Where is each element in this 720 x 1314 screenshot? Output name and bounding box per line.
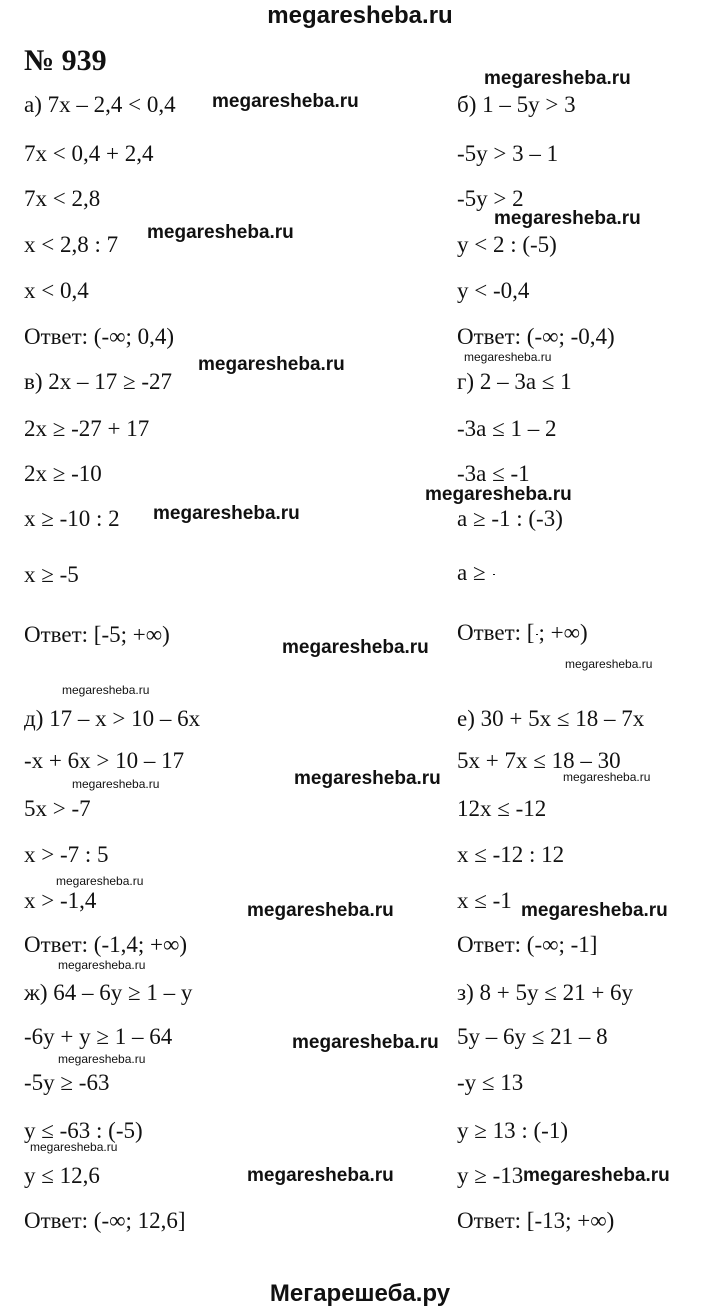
step-line: x ≤ -12 : 12 bbox=[457, 842, 565, 867]
step-line: 7x < 0,4 + 2,4 bbox=[24, 141, 154, 166]
step-line: -5y > 2 bbox=[457, 186, 524, 211]
watermark: megaresheba.ru bbox=[58, 1052, 146, 1066]
site-footer: Мегарешеба.ру bbox=[269, 1280, 451, 1307]
watermark: megaresheba.ru bbox=[565, 657, 653, 671]
answer-line: Ответ: (-∞; -1] bbox=[457, 932, 598, 957]
answer-line: Ответ: (-1,4; +∞) bbox=[24, 932, 188, 957]
watermark: megaresheba.ru bbox=[147, 222, 294, 243]
step-line: 5x > -7 bbox=[24, 796, 91, 821]
watermark: megaresheba.ru bbox=[484, 68, 631, 89]
step-line bbox=[457, 560, 495, 586]
step-line: x > -1,4 bbox=[24, 888, 97, 913]
site-header: megaresheba.ru bbox=[267, 2, 453, 29]
watermark: megaresheba.ru bbox=[292, 1032, 439, 1053]
answer-line: Ответ: [-5; +∞) bbox=[24, 622, 170, 647]
task-line: б) 1 – 5y > 3 bbox=[457, 92, 576, 117]
watermark: megaresheba.ru bbox=[153, 503, 300, 524]
step-line: x ≥ -5 bbox=[24, 562, 79, 587]
step-text: a ≥ bbox=[457, 560, 492, 585]
task-line: д) 17 – x > 10 – 6x bbox=[24, 706, 201, 731]
task-line: а) 7x – 2,4 < 0,4 bbox=[24, 92, 176, 117]
task-line: в) 2x – 17 ≥ -27 bbox=[24, 369, 173, 394]
answer-text: Ответ: [ bbox=[457, 620, 535, 645]
task-line: е) 30 + 5x ≤ 18 – 7x bbox=[457, 706, 645, 731]
answer-line: Ответ: (-∞; 0,4) bbox=[24, 324, 175, 349]
answer-line: Ответ: [-13; +∞) bbox=[457, 1208, 615, 1233]
step-line: x < 0,4 bbox=[24, 278, 89, 303]
step-line: y < 2 : (-5) bbox=[457, 232, 557, 257]
watermark: megaresheba.ru bbox=[58, 958, 146, 972]
watermark: megaresheba.ru bbox=[464, 350, 552, 364]
answer-line: Ответ: (-∞; 12,6] bbox=[24, 1208, 186, 1233]
watermark: megaresheba.ru bbox=[72, 777, 160, 791]
step-line: y ≤ 12,6 bbox=[24, 1163, 100, 1188]
fraction bbox=[493, 574, 495, 575]
step-line: a ≥ -1 : (-3) bbox=[457, 506, 563, 531]
watermark: megaresheba.ru bbox=[282, 637, 429, 658]
step-line: -3a ≤ -1 bbox=[457, 461, 530, 486]
watermark: megaresheba.ru bbox=[198, 354, 345, 375]
answer-text: ; +∞) bbox=[538, 620, 588, 645]
watermark: megaresheba.ru bbox=[247, 900, 394, 921]
step-line: y < -0,4 bbox=[457, 278, 530, 303]
task-line: ж) 64 – 6y ≥ 1 – y bbox=[24, 980, 193, 1005]
step-line: x < 2,8 : 7 bbox=[24, 232, 119, 257]
watermark: megaresheba.ru bbox=[494, 208, 641, 229]
step-line: -y ≤ 13 bbox=[457, 1070, 524, 1095]
step-line: 2x ≥ -10 bbox=[24, 461, 102, 486]
watermark: megaresheba.ru bbox=[247, 1165, 394, 1186]
task-line: г) 2 – 3a ≤ 1 bbox=[457, 369, 572, 394]
step-line: 2x ≥ -27 + 17 bbox=[24, 416, 150, 441]
watermark: megaresheba.ru bbox=[30, 1140, 118, 1154]
step-line: y ≤ -63 : (-5) bbox=[24, 1118, 143, 1143]
step-line: 7x < 2,8 bbox=[24, 186, 101, 211]
watermark: megaresheba.ru bbox=[294, 768, 441, 789]
watermark: megaresheba.ru bbox=[425, 484, 572, 505]
step-line: 12x ≤ -12 bbox=[457, 796, 547, 821]
step-line: -5y > 3 – 1 bbox=[457, 141, 559, 166]
answer-line bbox=[457, 620, 588, 646]
step-line: y ≥ 13 : (-1) bbox=[457, 1118, 568, 1143]
watermark: megaresheba.ru bbox=[563, 770, 651, 784]
watermark: megaresheba.ru bbox=[56, 874, 144, 888]
task-line: з) 8 + 5y ≤ 21 + 6y bbox=[457, 980, 634, 1005]
fraction-numerator bbox=[493, 574, 495, 575]
step-line: x ≥ -10 : 2 bbox=[24, 506, 120, 531]
watermark: megaresheba.ru bbox=[212, 91, 359, 112]
step-line: -6y + y ≥ 1 – 64 bbox=[24, 1024, 173, 1049]
watermark: megaresheba.ru bbox=[62, 683, 150, 697]
step-line: 5y – 6y ≤ 21 – 8 bbox=[457, 1024, 608, 1049]
step-line: 5x + 7x ≤ 18 – 30 bbox=[457, 748, 621, 773]
step-line: -3a ≤ 1 – 2 bbox=[457, 416, 557, 441]
problem-number: № 939 bbox=[24, 44, 107, 77]
watermark: megaresheba.ru bbox=[521, 900, 668, 921]
step-line: -x + 6x > 10 – 17 bbox=[24, 748, 185, 773]
step-line: x ≤ -1 bbox=[457, 888, 512, 913]
step-line: -5y ≥ -63 bbox=[24, 1070, 110, 1095]
step-line: x > -7 : 5 bbox=[24, 842, 109, 867]
step-line: y ≥ -13 bbox=[457, 1163, 524, 1188]
answer-line: Ответ: (-∞; -0,4) bbox=[457, 324, 615, 349]
watermark: megaresheba.ru bbox=[523, 1165, 670, 1186]
